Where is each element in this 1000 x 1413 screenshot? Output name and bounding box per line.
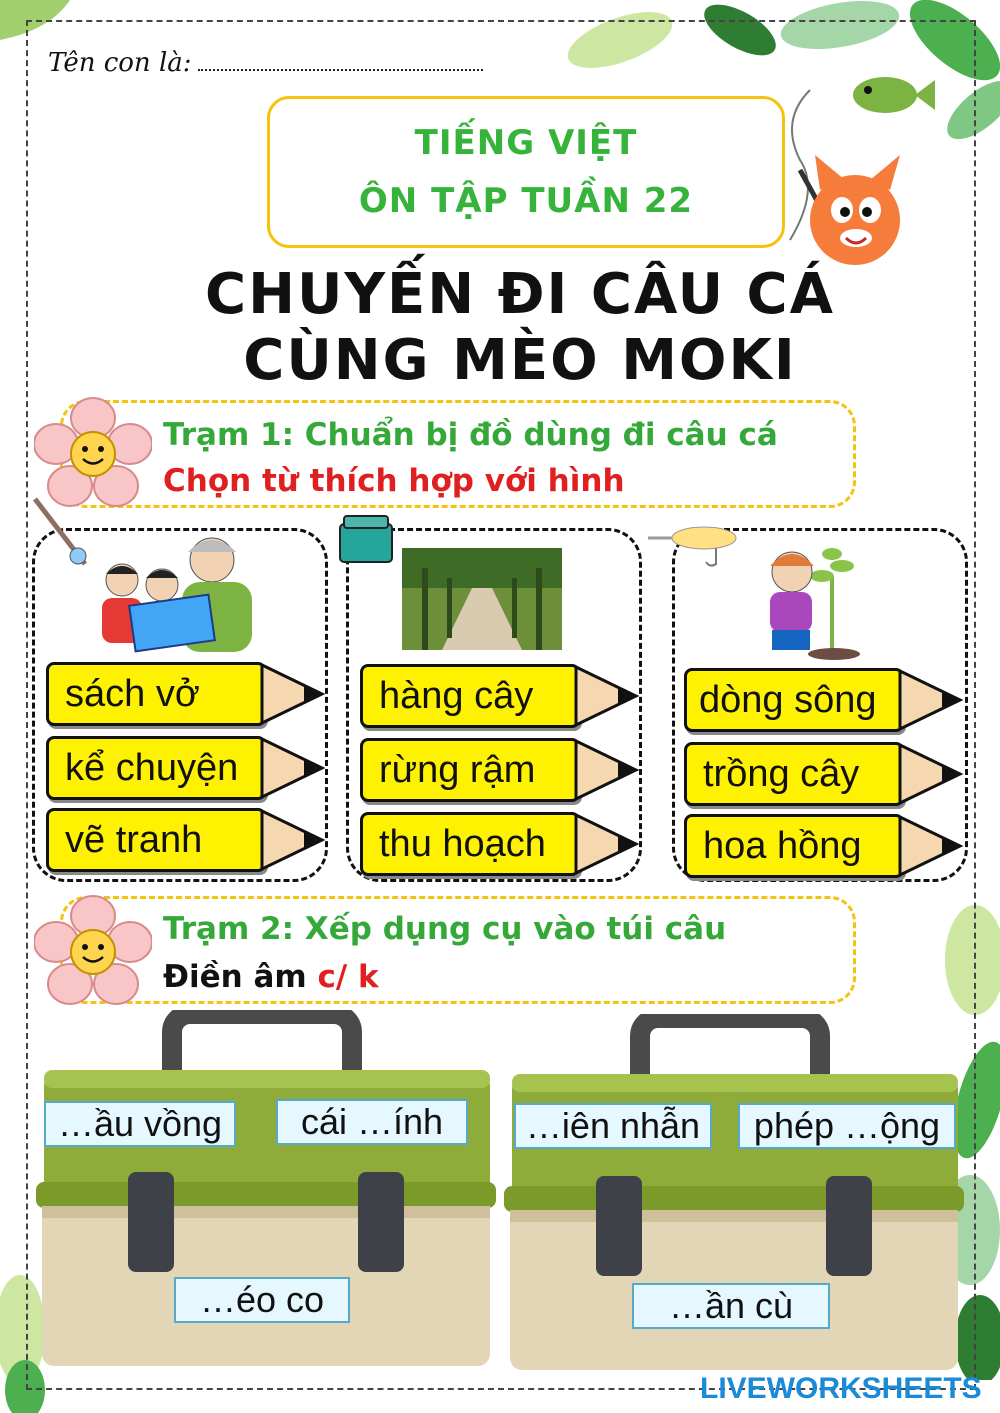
word-option-label: rừng rậm bbox=[360, 738, 580, 802]
word-option-pencil[interactable] bbox=[46, 736, 326, 800]
girl-planting-tree-icon bbox=[752, 536, 864, 660]
word-option-pencil[interactable] bbox=[360, 738, 640, 802]
student-name-line bbox=[48, 48, 483, 78]
word-option-label: dòng sông bbox=[684, 668, 904, 732]
word-option-pencil[interactable] bbox=[684, 668, 964, 732]
tackle-cooler-icon bbox=[336, 510, 396, 566]
name-input-line[interactable] bbox=[198, 53, 483, 71]
word-option-label: trồng cây bbox=[684, 742, 904, 806]
fishing-lure-icon bbox=[644, 520, 744, 570]
word-option-label: kể chuyện bbox=[46, 736, 266, 800]
grandma-reading-book-icon bbox=[92, 530, 272, 655]
station2-instruction-prefix: Điền âm bbox=[163, 959, 307, 995]
pencil-tip-icon bbox=[260, 736, 326, 800]
name-label: Tên con là: bbox=[48, 48, 192, 78]
liveworksheets-watermark: LIVEWORKSHEETS bbox=[700, 1372, 982, 1405]
fill-in-word[interactable]: phép …ộng bbox=[738, 1103, 956, 1149]
station1-title: Trạm 1: Chuẩn bị đồ dùng đi câu cá bbox=[163, 417, 778, 453]
pencil-tip-icon bbox=[898, 814, 964, 878]
fill-in-word[interactable]: cái …ính bbox=[276, 1099, 468, 1145]
word-option-pencil[interactable] bbox=[46, 662, 326, 726]
tree-lined-path-icon bbox=[402, 548, 562, 650]
station1-instruction: Chọn từ thích hợp với hình bbox=[163, 463, 625, 499]
fill-in-word[interactable]: …éo co bbox=[174, 1277, 350, 1323]
pencil-tip-icon bbox=[898, 668, 964, 732]
word-option-pencil[interactable] bbox=[360, 664, 640, 728]
main-title bbox=[160, 262, 880, 394]
word-option-label: hàng cây bbox=[360, 664, 580, 728]
word-option-label: vẽ tranh bbox=[46, 808, 266, 872]
week-title: ÔN TẬP TUẦN 22 bbox=[358, 181, 694, 221]
pencil-tip-icon bbox=[260, 808, 326, 872]
word-option-pencil[interactable] bbox=[684, 814, 964, 878]
pencil-tip-icon bbox=[898, 742, 964, 806]
word-option-pencil[interactable] bbox=[46, 808, 326, 872]
fill-in-word[interactable]: …ầu vồng bbox=[44, 1101, 236, 1147]
flower-smiley-icon bbox=[34, 396, 152, 508]
station2-banner bbox=[60, 896, 856, 1004]
pencil-tip-icon bbox=[260, 662, 326, 726]
pencil-tip-icon bbox=[574, 738, 640, 802]
word-option-label: thu hoạch bbox=[360, 812, 580, 876]
station2-instruction-letters: c/ k bbox=[317, 959, 379, 995]
cat-fishing-icon bbox=[770, 60, 940, 270]
main-title-line1: CHUYẾN ĐI CÂU CÁ bbox=[205, 262, 835, 327]
station1-banner bbox=[60, 400, 856, 508]
word-option-pencil[interactable] bbox=[684, 742, 964, 806]
subject-title-box bbox=[267, 96, 785, 248]
fill-in-word[interactable]: …ần cù bbox=[632, 1283, 830, 1329]
fishing-rod-icon bbox=[30, 494, 100, 574]
station2-title: Trạm 2: Xếp dụng cụ vào túi câu bbox=[163, 911, 727, 947]
pencil-tip-icon bbox=[574, 664, 640, 728]
pencil-tip-icon bbox=[574, 812, 640, 876]
subject-title: TIẾNG VIỆT bbox=[414, 123, 638, 163]
word-option-label: hoa hồng bbox=[684, 814, 904, 878]
word-option-pencil[interactable] bbox=[360, 812, 640, 876]
fill-in-word[interactable]: …iên nhẫn bbox=[514, 1103, 712, 1149]
word-option-label: sách vở bbox=[46, 662, 266, 726]
flower-smiley-icon bbox=[34, 894, 152, 1006]
station2-instruction bbox=[163, 959, 379, 995]
main-title-line2: CÙNG MÈO MOKI bbox=[243, 328, 797, 393]
